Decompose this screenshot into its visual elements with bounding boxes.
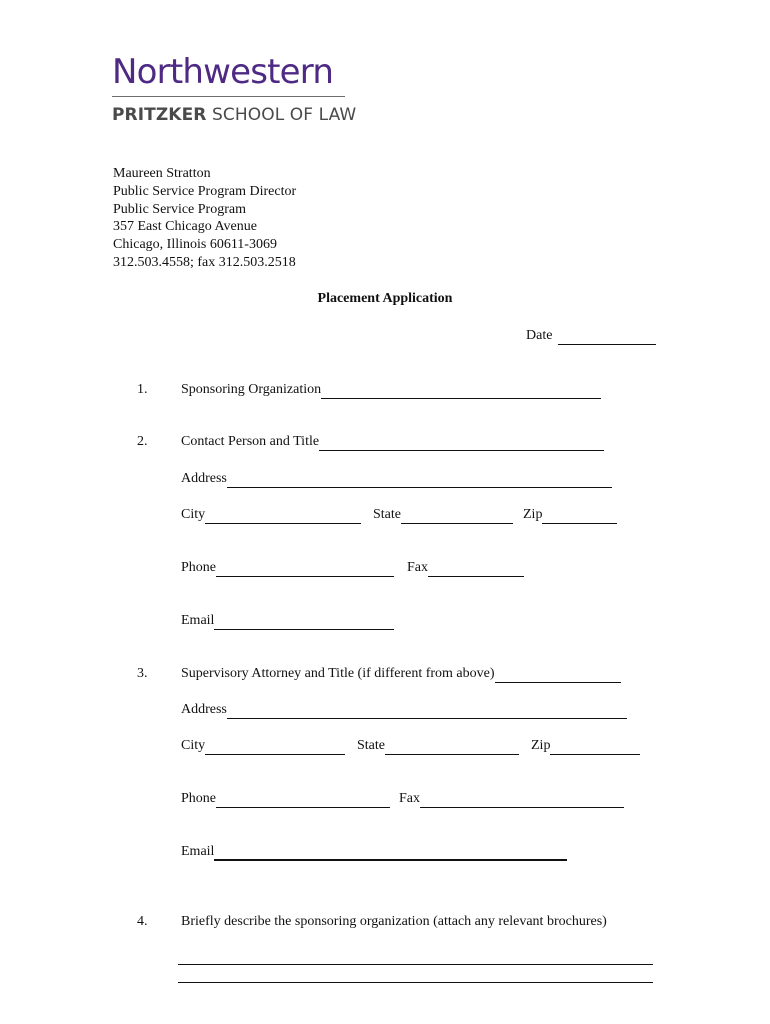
contact-person-label: Contact Person and Title — [181, 434, 320, 449]
contact-email-input-line[interactable] — [214, 615, 394, 630]
section-2-number: 2. — [137, 434, 148, 449]
supervisor-phone-input-line[interactable] — [216, 793, 390, 808]
contact-person-field — [181, 433, 604, 451]
supervisor-state-label: State — [357, 738, 385, 753]
section-4-number: 4. — [137, 914, 148, 929]
contact-city-label: City — [181, 507, 206, 522]
contact-state-label: State — [373, 507, 401, 522]
contact-person-input-line[interactable] — [319, 436, 604, 451]
date-field — [526, 327, 656, 345]
supervisor-address-label: Address — [181, 702, 227, 717]
supervisor-zip-field — [531, 737, 640, 755]
address-line: Public Service Program — [113, 201, 246, 217]
address-block — [113, 165, 296, 272]
address-line: Maureen Stratton — [113, 166, 211, 181]
contact-email-label: Email — [181, 613, 215, 628]
contact-city-field — [181, 506, 361, 524]
contact-zip-field — [523, 506, 617, 524]
supervisor-city-field — [181, 737, 345, 755]
sponsoring-organization-input-line[interactable] — [321, 384, 601, 399]
address-line: Public Service Program Director — [113, 183, 297, 199]
supervisor-address-field — [181, 701, 627, 719]
contact-zip-input-line[interactable] — [542, 509, 617, 524]
address-line: Chicago, Illinois 60611-3069 — [113, 237, 277, 253]
contact-address-field — [181, 470, 612, 488]
supervisory-attorney-label: Supervisory Attorney and Title (if different from above) — [181, 666, 495, 681]
supervisor-fax-label: Fax — [399, 791, 420, 806]
northwestern-logo: Northwestern — [112, 52, 334, 92]
sponsoring-organization-label: Sponsoring Organization — [181, 382, 322, 397]
supervisor-email-input-line[interactable] — [214, 845, 567, 861]
contact-email-field — [181, 612, 394, 630]
supervisor-address-input-line[interactable] — [227, 704, 627, 719]
contact-state-field — [373, 506, 513, 524]
contact-phone-field — [181, 559, 394, 577]
contact-address-label: Address — [181, 471, 227, 486]
supervisor-fax-field — [399, 790, 624, 808]
pritzker-school-of-law-logo — [112, 104, 356, 126]
section-3-number: 3. — [137, 666, 148, 681]
contact-state-input-line[interactable] — [401, 509, 513, 524]
supervisor-fax-input-line[interactable] — [420, 793, 624, 808]
contact-fax-field — [407, 559, 524, 577]
logo-sub-rest: SCHOOL OF LAW — [206, 105, 357, 125]
contact-zip-label: Zip — [523, 507, 543, 522]
contact-city-input-line[interactable] — [205, 509, 361, 524]
sponsoring-organization-field — [181, 381, 601, 399]
contact-address-input-line[interactable] — [227, 473, 612, 488]
supervisor-state-field — [357, 737, 519, 755]
supervisor-email-label: Email — [181, 844, 215, 859]
supervisor-city-input-line[interactable] — [205, 740, 345, 755]
organization-description-label: Briefly describe the sponsoring organization (attach any relevant brochures) — [181, 914, 607, 929]
supervisor-email-field — [181, 843, 567, 861]
supervisory-attorney-input-line[interactable] — [495, 668, 621, 683]
supervisory-attorney-field — [181, 665, 621, 683]
description-line[interactable] — [178, 982, 653, 983]
date-label: Date — [526, 328, 553, 343]
description-line[interactable] — [178, 964, 653, 965]
supervisor-city-label: City — [181, 738, 206, 753]
supervisor-phone-field — [181, 790, 390, 808]
date-input-line[interactable] — [558, 330, 656, 345]
address-line: 312.503.4558; fax 312.503.2518 — [113, 254, 296, 270]
supervisor-phone-label: Phone — [181, 791, 216, 806]
supervisor-zip-label: Zip — [531, 738, 551, 753]
contact-fax-input-line[interactable] — [428, 562, 524, 577]
contact-fax-label: Fax — [407, 560, 428, 575]
supervisor-zip-input-line[interactable] — [550, 740, 640, 755]
contact-phone-label: Phone — [181, 560, 216, 575]
logo-sub-bold: PRITZKER — [112, 105, 207, 125]
form-title: Placement Application — [317, 291, 453, 306]
contact-phone-input-line[interactable] — [216, 562, 394, 577]
section-1-number: 1. — [137, 382, 148, 397]
supervisor-state-input-line[interactable] — [385, 740, 519, 755]
address-line: 357 East Chicago Avenue — [113, 219, 257, 235]
logo-divider — [112, 96, 345, 97]
